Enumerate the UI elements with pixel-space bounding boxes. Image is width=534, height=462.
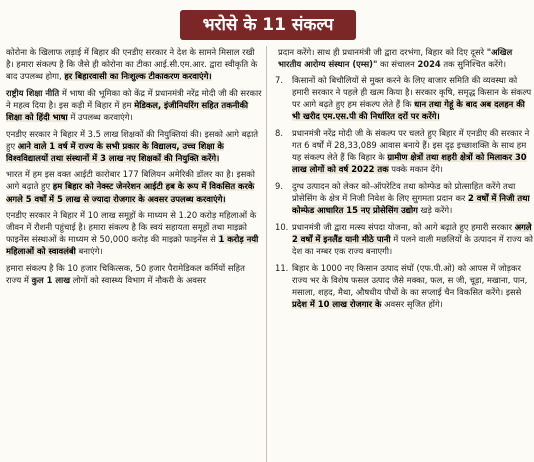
body-text: बनाएंगे। (75, 246, 103, 257)
body-text: खड़े करेंगे। (417, 205, 453, 216)
body-text: लोगों को स्वास्थ्य विभाग में नौकरी के अवसर (70, 275, 206, 286)
body-text: पक्के मकान देंगे। (388, 164, 443, 175)
pledge-text (292, 180, 534, 216)
pledge-item (272, 262, 534, 310)
body-text: में भाषा की भूमिका को केंद्र में प्रधानमंत्री नरेंद्र मोदी जी की सरकार ने महत्व दिया है। इस कड़ी में बिहार में हम (6, 87, 262, 110)
body-text: किसानों को बिचौलियों से मुक्त करने के लिए बाजार समिति की व्यवस्था को हमारी सरकार ने पहले ही खत्म किया है। सरकार कृषि, समृद्ध किसान के संकल्प पर आगे बढ़ते हुए हम संकल्प लेते हैं कि (292, 75, 532, 110)
pledge-item (0, 168, 262, 204)
pledge-item (272, 221, 534, 257)
body-text: में उपलब्ध करवाएंगे। (67, 111, 133, 122)
highlighted-text: ग्रामीण क्षेत्रों तथा शहरी क्षेत्रों को मिलाकर 30 लाख लोगों को वर्ष 2022 तक (292, 152, 527, 175)
pledge-item (0, 262, 262, 286)
body-text: प्रदान करेंगे। साथ ही प्रधानमंत्री जी द्वारा दरभंगा, बिहार को दिए दूसरे (278, 47, 487, 57)
item-number: 7. (275, 75, 283, 86)
header-banner (0, 0, 534, 46)
bold-text: कुल 1 लाख (31, 275, 71, 286)
body-text: एनडीए सरकार ने बिहार में 3.5 लाख शिक्षकों की नियुक्तियां की। इसको आगे बढ़ाते हुए (6, 128, 259, 151)
item-number: 8. (275, 128, 283, 139)
bold-text: 2024 (417, 59, 441, 70)
pledge-text (6, 209, 262, 257)
pledge-text (6, 46, 262, 82)
left-column (0, 46, 262, 462)
body-text: प्रधानमंत्री नरेंद्र मोदी जी के संकल्प पर चलते हुए बिहार में एनडीए की सरकार ने गत 6 वर्षों में 28,33,089 आवास बनाये हैं। इस दृढ़ इच्छाशक्ति के साथ हम यह संकल्प लेते हैं कि बिहार के (292, 128, 530, 163)
body-text: में पलने वाली मछलियों के उत्पादन में राज्य को देश का नम्बर एक राज्य बनाएगी। (292, 233, 533, 256)
pledge-item (0, 87, 262, 123)
highlighted-text: 1 करोड़ नयी महिलाओं को स्वावलंबी (6, 234, 259, 257)
highlighted-text: आने वाले 1 वर्ष में राज्य के सभी प्रकार के विद्यालय, उच्च शिक्षा के विश्वविद्यालयों तथा संस्थानों में 3 लाख नए शिक्षकों की नियुक्ति करेंगे। (6, 140, 224, 163)
highlighted-text: प्रदेश में 10 लाख रोजगार के (292, 298, 382, 309)
body-text: का संचालन (377, 59, 418, 70)
pledge-item (0, 128, 262, 164)
column-divider (266, 46, 267, 462)
bold-text: राष्ट्रीय शिक्षा नीति (6, 87, 60, 98)
item-number: 11. (275, 262, 289, 273)
body-text: हमारा संकल्प है कि 10 हजार चिकित्सक, 50 हजार पैरामेडिकल कर्मियों सहित राज्य में (6, 263, 245, 286)
body-text: अवसर सृजित होंगे। (381, 298, 443, 309)
item-number: 9. (275, 180, 283, 191)
pledge-text (292, 262, 534, 310)
highlighted-text: मेडिकल, इंजीनियरिंग सहित तकनीकी शिक्षा को हिंदी भाषा (6, 99, 249, 122)
body-text: बिहार के 1000 नए किसान उत्पाद संघों (एफ.पी.ओ) को आपस में जोड़कर राज्य भर के विशेष फसल उत्पाद जैसे मक्का, फल, स जी, चूड़ा, मखाना, पान, मसाला, शहद, मैथा, औषधीय पौधों के का सप्लाई चैन विकसित करेंगे। इससे (292, 262, 528, 297)
pledge-text (292, 127, 534, 175)
highlighted-text: अगले 2 वर्षों में इनलैंड यानी मीठे पानी (292, 221, 532, 244)
body-text: तक सुनिश्चित करेंगे। (440, 59, 506, 70)
body-text: भारत में हम इस वक्त आईटी कारोबार 177 बिलियन अमेरिकी डॉलर का है। इसको आगे बढ़ाते हुए (6, 169, 255, 192)
pledge-item (272, 74, 534, 122)
highlighted-text: 2 वर्षों में निजी तथा कोम्फेड आधारित 15 नए प्रोसेसिंग उद्योग (292, 193, 530, 216)
body-text: कोरोना के खिलाफ लड़ाई में बिहार की एनडीए सरकार ने देश के सामने मिसाल रखी है। हमारा संकल्प है कि जैसे ही कोरोना का टीका आई.सी.एम.आर. द्वारा स्वीकृति के बाद उपलब्ध होगा, (6, 47, 258, 82)
right-column (272, 46, 534, 462)
pledge-text (6, 87, 262, 123)
pledge-item (272, 127, 534, 175)
pledge-item (0, 209, 262, 257)
pledge-item (272, 180, 534, 216)
highlighted-text: धान तथा गेहूं के बाद अब दलहन की भी खरीद एम.एस.पी की निर्धारित दरों पर करेंगे। (292, 99, 525, 122)
bold-text: "अखिल भारतीय आरोग्य संस्थान (एम्स)" (278, 47, 513, 70)
body-text: एनडीए सरकार ने बिहार में 10 लाख समूहों के माध्यम से 1.20 करोड़ महिलाओं के जीवन में रौशनी पहुंचाई है। हमारा संकल्प है कि स्वयं सहायता समूहों तथा माइक्रो फाइनेंस संस्थाओं के माध्यम से 50,000 करोड़ की माइक्रो फाइनेंस से (6, 210, 257, 245)
pledge-text (6, 128, 262, 164)
body-text: प्रधानमंत्री जी द्वारा मत्स्य संपदा योजना, को आगे बढ़ाते हुए हमारी सरकार (292, 221, 515, 232)
continued-paragraph (272, 46, 534, 70)
pledge-text (6, 168, 262, 204)
pledge-text (292, 221, 534, 257)
pledge-item (0, 46, 262, 82)
highlighted-text: हर बिहारवासी का निःशुल्क टीकाकरण करवाएंगे। (64, 71, 212, 82)
pledge-text (292, 74, 534, 122)
highlighted-text: हम बिहार को नेक्स्ट जेनरेशन आईटी हब के रूप में विकसित करके अगले 5 वर्षों में 5 लाख से ज्यादा रोजगार के अवसर उपलब्ध करवाएंगे। (6, 181, 255, 204)
page-title: भरोसे के 11 संकल्प (180, 10, 356, 40)
body-text: दुग्ध उत्पादन को लेकर को-ऑपरेटिव तथा कोम्फेड को प्रोत्साहित करेंगे तथा प्रोसेसिंग के क्षेत्र में निजी निवेश के लिए सुगमता प्रदान कर (292, 180, 516, 204)
item-number: 10. (275, 221, 289, 232)
pledge-text (6, 262, 262, 286)
